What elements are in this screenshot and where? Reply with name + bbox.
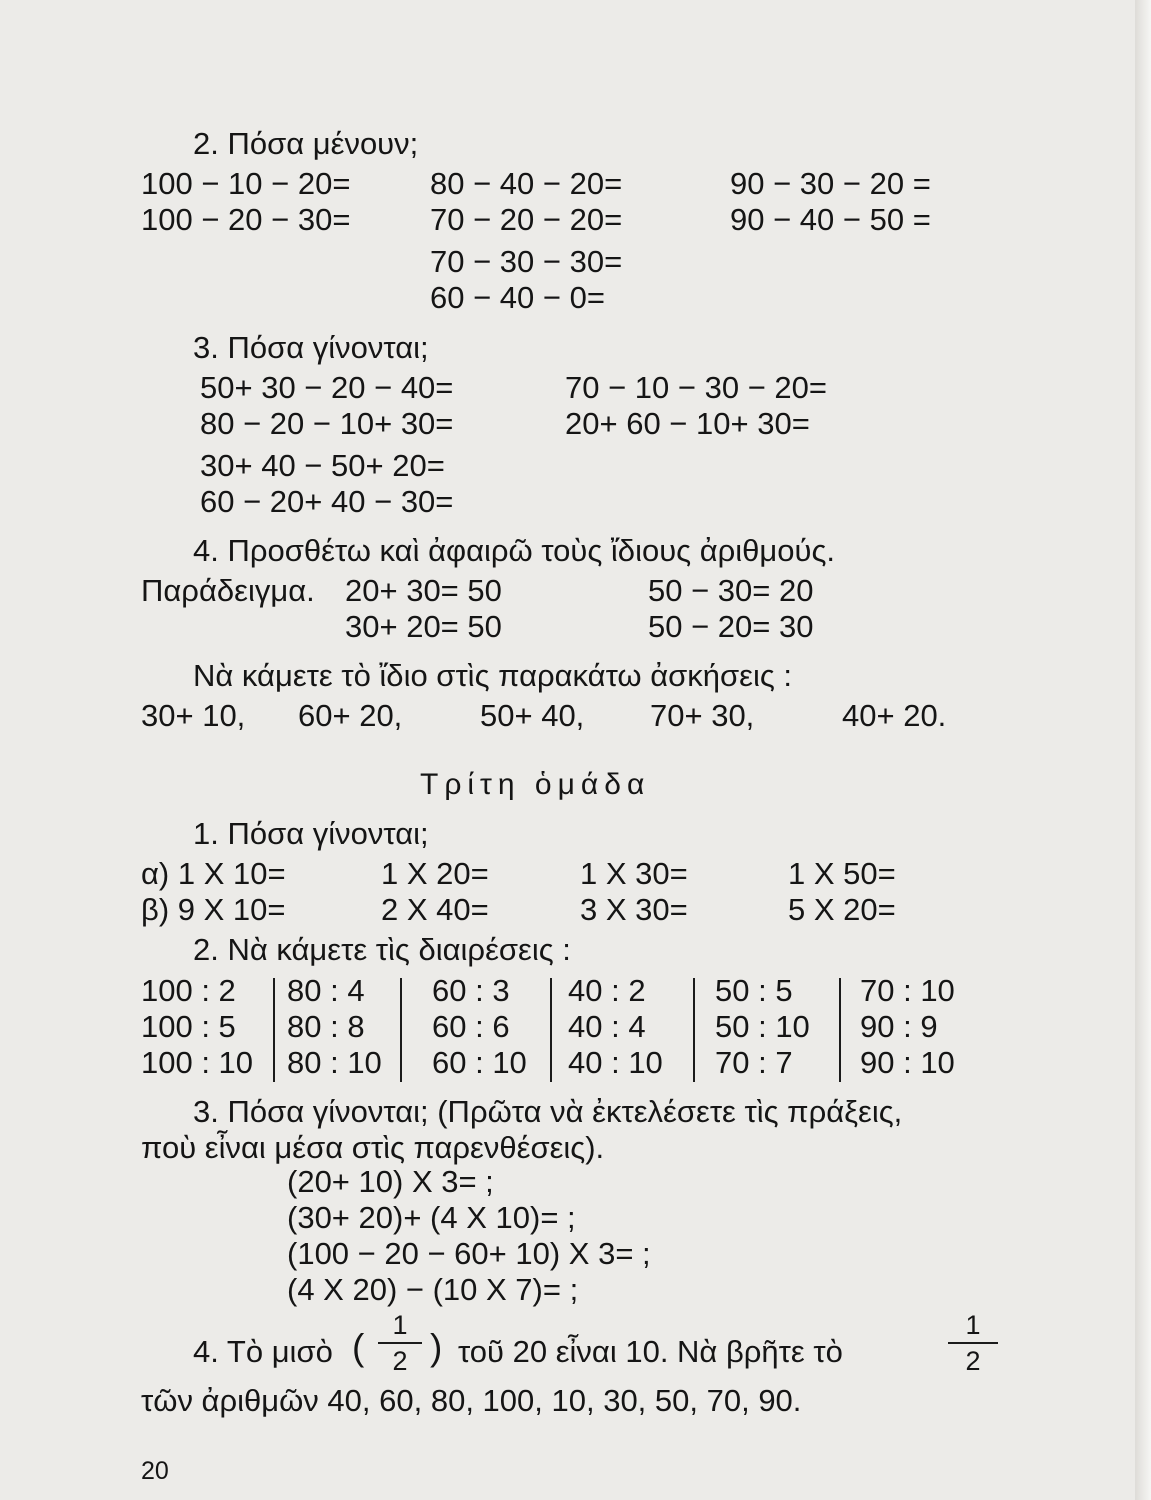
column-divider [550, 978, 552, 1082]
example-add-2: 30+ 20= 50 [345, 609, 502, 644]
q1-row-a-1: α) 1 X 10= [141, 856, 286, 891]
fraction-denominator: 2 [965, 1346, 981, 1376]
q3-item-3: (100 − 20 − 60+ 10) X 3= ; [287, 1236, 651, 1271]
division-3-1: 60 : 3 [432, 973, 510, 1008]
q3-item-1: (20+ 10) X 3= ; [287, 1164, 494, 1199]
example-sub-1: 50 − 30= 20 [648, 573, 814, 608]
section2-col2-line3: 70 − 30 − 30= [430, 244, 623, 279]
fraction-one-half [378, 1310, 422, 1376]
section4-instruction: Νὰ κάμετε τὸ ἴδιο στὶς παρακάτω ἀσκήσεις : [193, 658, 793, 693]
exercise-4: 70+ 30, [650, 698, 755, 733]
exercise-3: 50+ 40, [480, 698, 585, 733]
q1-title: 1. Πόσα γίνονται; [193, 816, 429, 851]
section2-col2-line1: 80 − 40 − 20= [430, 166, 623, 201]
division-6-3: 90 : 10 [860, 1045, 955, 1080]
q1-row-a-2: 1 X 20= [381, 856, 489, 891]
close-paren: ) [430, 1327, 443, 1368]
fraction-bar [948, 1342, 998, 1344]
group-heading: Τρίτη ὁμάδα [420, 768, 651, 801]
q3-line2: ποὺ εἶναι μέσα στὶς παρενθέσεις). [141, 1130, 605, 1165]
section3-col1-line3: 30+ 40 − 50+ 20= [200, 448, 445, 483]
section2-col3-line2: 90 − 40 − 50 = [730, 202, 931, 237]
fraction-numerator: 1 [392, 1310, 408, 1340]
fraction-one-half-end [948, 1310, 998, 1376]
example-label: Παράδειγμα. [141, 573, 315, 608]
section3-col1-line4: 60 − 20+ 40 − 30= [200, 484, 454, 519]
q1-row-b-1: β) 9 X 10= [141, 892, 286, 927]
division-4-1: 40 : 2 [568, 973, 646, 1008]
q4-part2: τοῦ 20 εἶναι 10. Νὰ βρῆτε τὸ [458, 1334, 843, 1369]
fraction-denominator: 2 [392, 1346, 408, 1376]
section3-col2-line1: 70 − 10 − 30 − 20= [565, 370, 828, 405]
section2-title: 2. Πόσα μένουν; [193, 126, 419, 161]
open-paren: ( [352, 1327, 365, 1368]
division-1-3: 100 : 10 [141, 1045, 254, 1080]
column-divider [273, 978, 275, 1082]
section4-title: 4. Προσθέτω καὶ ἀφαιρῶ τοὺς ἴδιους ἀριθμούς. [193, 533, 835, 568]
exercise-1: 30+ 10, [141, 698, 246, 733]
section3-col1-line1: 50+ 30 − 20 − 40= [200, 370, 454, 405]
section2-col2-line2: 70 − 20 − 20= [430, 202, 623, 237]
fraction-bar [378, 1342, 422, 1344]
exercise-2: 60+ 20, [298, 698, 403, 733]
q2-title: 2. Νὰ κάμετε τὶς διαιρέσεις : [193, 932, 571, 967]
q1-row-b-4: 5 X 20= [788, 892, 896, 927]
column-divider [693, 978, 695, 1082]
section2-col1-line2: 100 − 20 − 30= [141, 202, 351, 237]
column-divider [400, 978, 402, 1082]
q3-line1: 3. Πόσα γίνονται; (Πρῶτα νὰ ἐκτελέσετε τὶς πράξεις, [193, 1094, 903, 1129]
section2-col2-line4: 60 − 40 − 0= [430, 280, 605, 315]
page-edge-shadow [1135, 0, 1151, 1500]
fraction-numerator: 1 [965, 1310, 981, 1340]
division-2-3: 80 : 10 [287, 1045, 382, 1080]
q1-row-a-3: 1 X 30= [580, 856, 688, 891]
q3-item-4: (4 X 20) − (10 X 7)= ; [287, 1272, 579, 1307]
q4-line2: τῶν ἀριθμῶν 40, 60, 80, 100, 10, 30, 50, 70, 90. [141, 1383, 802, 1418]
q3-item-2: (30+ 20)+ (4 X 10)= ; [287, 1200, 576, 1235]
section3-col2-line2: 20+ 60 − 10+ 30= [565, 406, 810, 441]
division-3-3: 60 : 10 [432, 1045, 527, 1080]
section3-title: 3. Πόσα γίνονται; [193, 330, 429, 365]
division-6-1: 70 : 10 [860, 973, 955, 1008]
division-6-2: 90 : 9 [860, 1009, 938, 1044]
section2-col3-line1: 90 − 30 − 20 = [730, 166, 931, 201]
section3-col1-line2: 80 − 20 − 10+ 30= [200, 406, 454, 441]
example-sub-2: 50 − 20= 30 [648, 609, 814, 644]
example-add-1: 20+ 30= 50 [345, 573, 502, 608]
section2-col1-line1: 100 − 10 − 20= [141, 166, 351, 201]
column-divider [839, 978, 841, 1082]
division-4-2: 40 : 4 [568, 1009, 646, 1044]
page-number: 20 [141, 1457, 169, 1485]
q1-row-a-4: 1 X 50= [788, 856, 896, 891]
q4-part1: 4. Τὸ μισὸ [193, 1334, 333, 1369]
division-2-1: 80 : 4 [287, 973, 365, 1008]
division-2-2: 80 : 8 [287, 1009, 365, 1044]
division-1-2: 100 : 5 [141, 1009, 236, 1044]
division-5-3: 70 : 7 [715, 1045, 793, 1080]
division-5-2: 50 : 10 [715, 1009, 810, 1044]
division-1-1: 100 : 2 [141, 973, 236, 1008]
exercise-5: 40+ 20. [842, 698, 947, 733]
division-5-1: 50 : 5 [715, 973, 793, 1008]
division-4-3: 40 : 10 [568, 1045, 663, 1080]
q1-row-b-2: 2 X 40= [381, 892, 489, 927]
division-3-2: 60 : 6 [432, 1009, 510, 1044]
q1-row-b-3: 3 X 30= [580, 892, 688, 927]
